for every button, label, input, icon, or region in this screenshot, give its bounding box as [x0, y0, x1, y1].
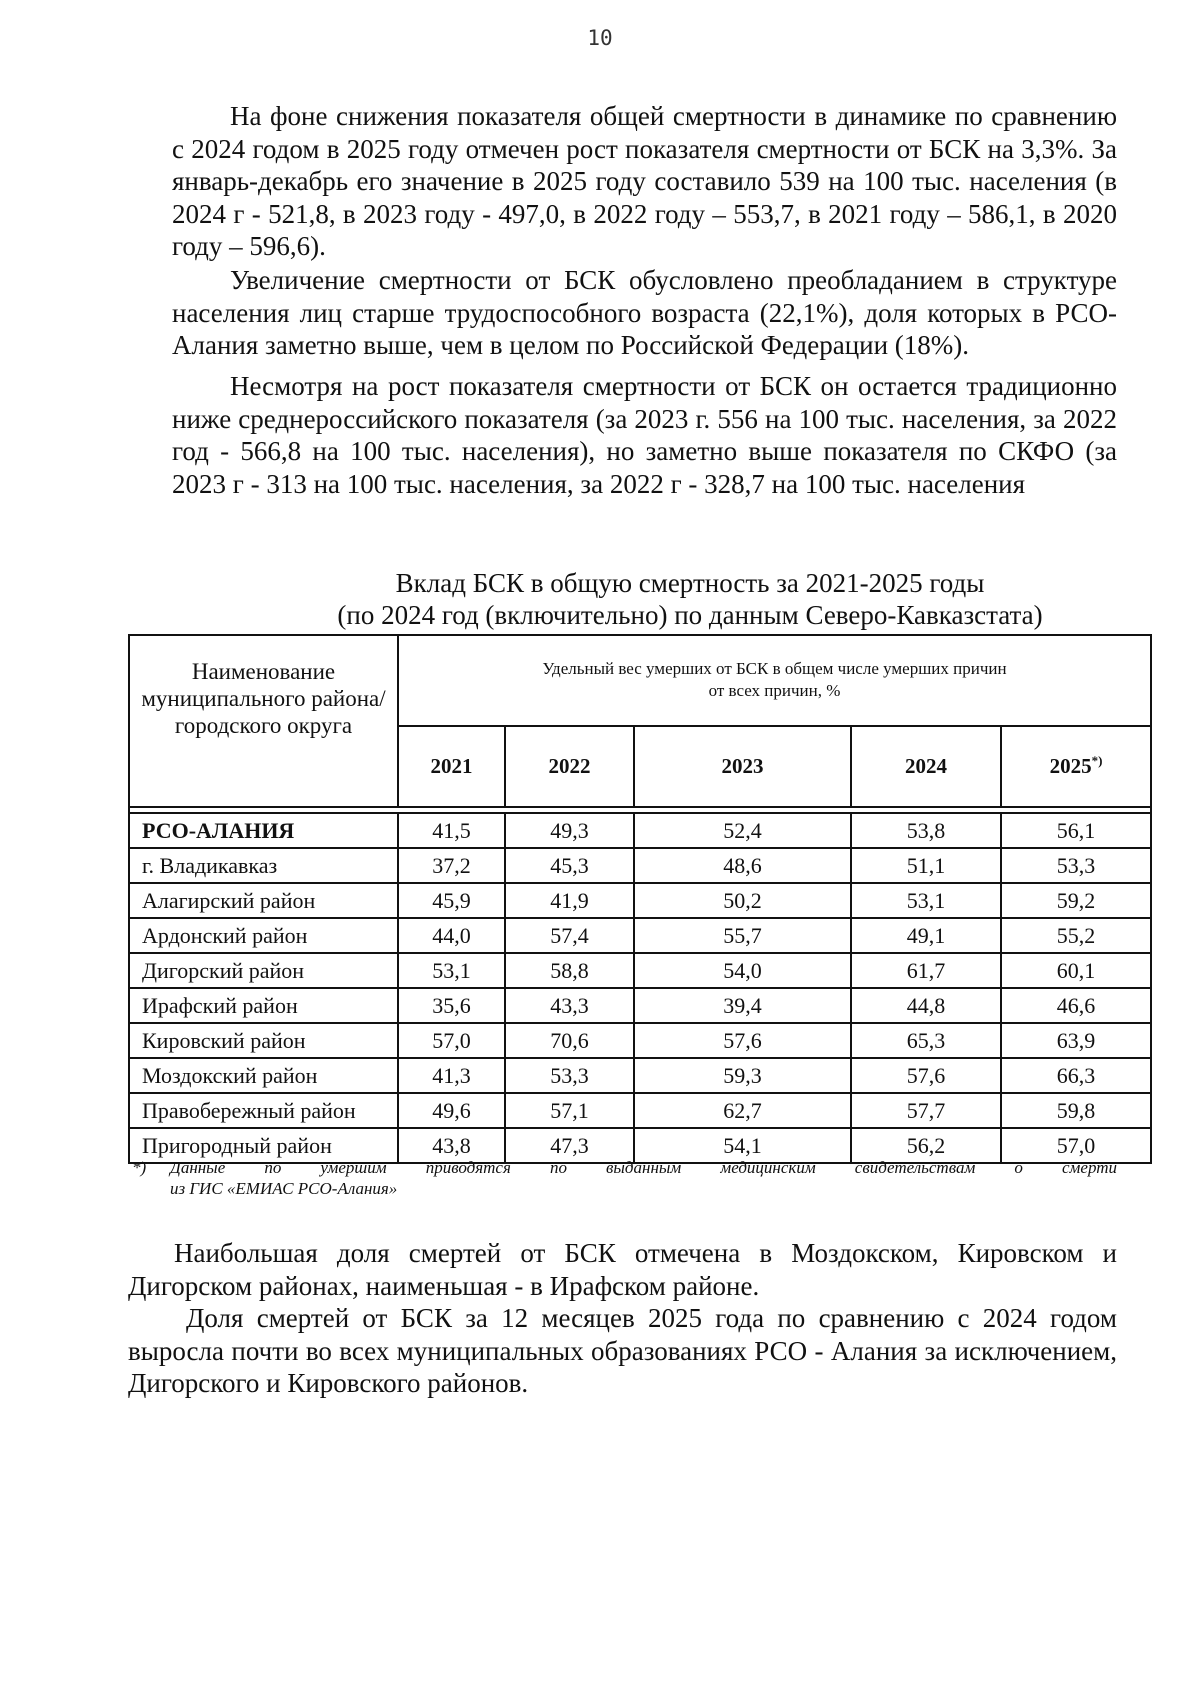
- data-table: [128, 634, 1152, 1164]
- value-cell-2021: 35,6: [398, 988, 505, 1023]
- paragraph-3-text: Несмотря на рост показателя смертности от БСК он остается традиционно ниже среднероссийского показателя (за 2023 г. 556 на 100 тыс. населения, за 2022 год - 566,8 на 100 тыс. населения), но заметно выше показателя по СКФО (за 2023 г - 313 на 100 тыс. населения, за 2022 г - 328,7 на 100 тыс. населения: [172, 371, 1117, 499]
- footnote: [132, 1157, 1117, 1199]
- value-cell-2025: 55,2: [1001, 918, 1151, 953]
- value-cell-2021: 53,1: [398, 953, 505, 988]
- value-cell-2022: 41,9: [505, 883, 634, 918]
- value-cell-2024: 56,2: [851, 1128, 1001, 1163]
- value-cell-2021: 44,0: [398, 918, 505, 953]
- value-cell-2024: 44,8: [851, 988, 1001, 1023]
- row-name-cell: Кировский район: [129, 1023, 398, 1058]
- row-name-cell: Дигорский район: [129, 953, 398, 988]
- value-cell-2025: 56,1: [1001, 813, 1151, 848]
- footnote-line-2: из ГИС «ЕМИАС РСО-Алания»: [170, 1179, 398, 1198]
- paragraph-2: [172, 264, 1117, 362]
- value-cell-2024: 61,7: [851, 953, 1001, 988]
- row-name-cell: Правобережный район: [129, 1093, 398, 1128]
- value-cell-2025: 60,1: [1001, 953, 1151, 988]
- value-cell-2023: 55,7: [634, 918, 851, 953]
- value-cell-2025: 53,3: [1001, 848, 1151, 883]
- value-cell-2021: 49,6: [398, 1093, 505, 1128]
- value-cell-2024: 51,1: [851, 848, 1001, 883]
- paragraph-5-text: Доля смертей от БСК за 12 месяцев 2025 года по сравнению с 2024 годом выросла почти во всех муниципальных образованиях РСО - Алания за исключением, Дигорского и Кировского районов.: [128, 1303, 1117, 1398]
- value-cell-2021: 43,8: [398, 1128, 505, 1163]
- value-cell-2024: 57,6: [851, 1058, 1001, 1093]
- value-cell-2022: 43,3: [505, 988, 634, 1023]
- value-cell-2021: 41,5: [398, 813, 505, 848]
- table-row: [129, 1093, 1151, 1128]
- footnote-line-1: Данные по умершим приводятся по выданным медицинским свидетельствам о смерти: [170, 1158, 1117, 1177]
- column-header-2025: [1001, 726, 1151, 807]
- value-cell-2025: 66,3: [1001, 1058, 1151, 1093]
- table-title: Вклад БСК в общую смертность за 2021-2025 годы: [395, 568, 985, 598]
- value-cell-2022: 57,1: [505, 1093, 634, 1128]
- value-cell-2025: 59,8: [1001, 1093, 1151, 1128]
- row-name-cell: Ирафский район: [129, 988, 398, 1023]
- paragraph-4: [128, 1237, 1117, 1302]
- value-cell-2022: 58,8: [505, 953, 634, 988]
- column-header-name: Наименование муниципального района/городского округа: [129, 635, 398, 807]
- row-name-cell: Алагирский район: [129, 883, 398, 918]
- value-cell-2023: 48,6: [634, 848, 851, 883]
- paragraph-5: [128, 1302, 1117, 1400]
- value-cell-2023: 54,1: [634, 1128, 851, 1163]
- column-group-header: [398, 635, 1151, 726]
- column-header-2023: 2023: [634, 726, 851, 807]
- table-row: [129, 813, 1151, 848]
- value-cell-2021: 37,2: [398, 848, 505, 883]
- page-number: 10: [587, 26, 613, 50]
- paragraph-2-text: Увеличение смертности от БСК обусловлено преобладанием в структуре населения лиц старше трудоспособного возраста (22,1%), доля которых в РСО-Алания заметно выше, чем в целом по Российской Федерации (18%).: [172, 265, 1117, 360]
- paragraph-1: [172, 100, 1117, 263]
- value-cell-2023: 62,7: [634, 1093, 851, 1128]
- value-cell-2025: 46,6: [1001, 988, 1151, 1023]
- table-row: [129, 918, 1151, 953]
- value-cell-2022: 53,3: [505, 1058, 634, 1093]
- table-row: [129, 953, 1151, 988]
- data-table-container: [128, 634, 1152, 1164]
- value-cell-2022: 70,6: [505, 1023, 634, 1058]
- value-cell-2024: 53,1: [851, 883, 1001, 918]
- value-cell-2024: 49,1: [851, 918, 1001, 953]
- value-cell-2025: 59,2: [1001, 883, 1151, 918]
- footnote-mark: *): [132, 1158, 147, 1177]
- value-cell-2022: 49,3: [505, 813, 634, 848]
- value-cell-2023: 52,4: [634, 813, 851, 848]
- value-cell-2023: 39,4: [634, 988, 851, 1023]
- value-cell-2022: 57,4: [505, 918, 634, 953]
- value-cell-2023: 50,2: [634, 883, 851, 918]
- value-cell-2021: 45,9: [398, 883, 505, 918]
- table-subtitle: (по 2024 год (включительно) по данным Северо-Кавказстата): [337, 600, 1043, 630]
- value-cell-2025: 63,9: [1001, 1023, 1151, 1058]
- paragraph-4-text: Наибольшая доля смертей от БСК отмечена в Моздокском, Кировском и Дигорском районах, наименьшая - в Ирафском районе.: [128, 1238, 1117, 1301]
- column-header-2024: 2024: [851, 726, 1001, 807]
- column-header-2025-footnote-mark: *): [1091, 753, 1103, 769]
- table-row: [129, 1023, 1151, 1058]
- column-group-header-line2: от всех причин, %: [708, 681, 841, 701]
- column-group-header-line1: Удельный вес умерших от БСК в общем числе умерших причин: [542, 659, 1007, 679]
- value-cell-2021: 57,0: [398, 1023, 505, 1058]
- row-name-cell: Пригородный район: [129, 1128, 398, 1163]
- table-row: [129, 883, 1151, 918]
- row-name-cell: г. Владикавказ: [129, 848, 398, 883]
- table-body: [129, 807, 1151, 1163]
- column-header-2022: 2022: [505, 726, 634, 807]
- column-header-2025-label: 2025: [1049, 754, 1092, 779]
- row-name-cell: РСО-АЛАНИЯ: [129, 813, 398, 848]
- row-name-cell: Моздокский район: [129, 1058, 398, 1093]
- column-header-2021: 2021: [398, 726, 505, 807]
- value-cell-2024: 57,7: [851, 1093, 1001, 1128]
- paragraph-3: [172, 370, 1117, 500]
- value-cell-2024: 65,3: [851, 1023, 1001, 1058]
- value-cell-2022: 47,3: [505, 1128, 634, 1163]
- table-row: [129, 848, 1151, 883]
- value-cell-2025: 57,0: [1001, 1128, 1151, 1163]
- value-cell-2024: 53,8: [851, 813, 1001, 848]
- value-cell-2021: 41,3: [398, 1058, 505, 1093]
- table-row: [129, 988, 1151, 1023]
- table-row: [129, 1058, 1151, 1093]
- value-cell-2022: 45,3: [505, 848, 634, 883]
- row-name-cell: Ардонский район: [129, 918, 398, 953]
- paragraph-1-text: На фоне снижения показателя общей смертности в динамике по сравнению с 2024 годом в 2025 году отмечен рост показателя смертности от БСК на 3,3%. За январь-декабрь его значение в 2025 году составило 539 на 100 тыс. населения (в 2024 г - 521,8, в 2023 году - 497,0, в 2022 году – 553,7, в 2021 году – 586,1, в 2020 году – 596,6).: [172, 101, 1117, 261]
- value-cell-2023: 54,0: [634, 953, 851, 988]
- value-cell-2023: 57,6: [634, 1023, 851, 1058]
- value-cell-2023: 59,3: [634, 1058, 851, 1093]
